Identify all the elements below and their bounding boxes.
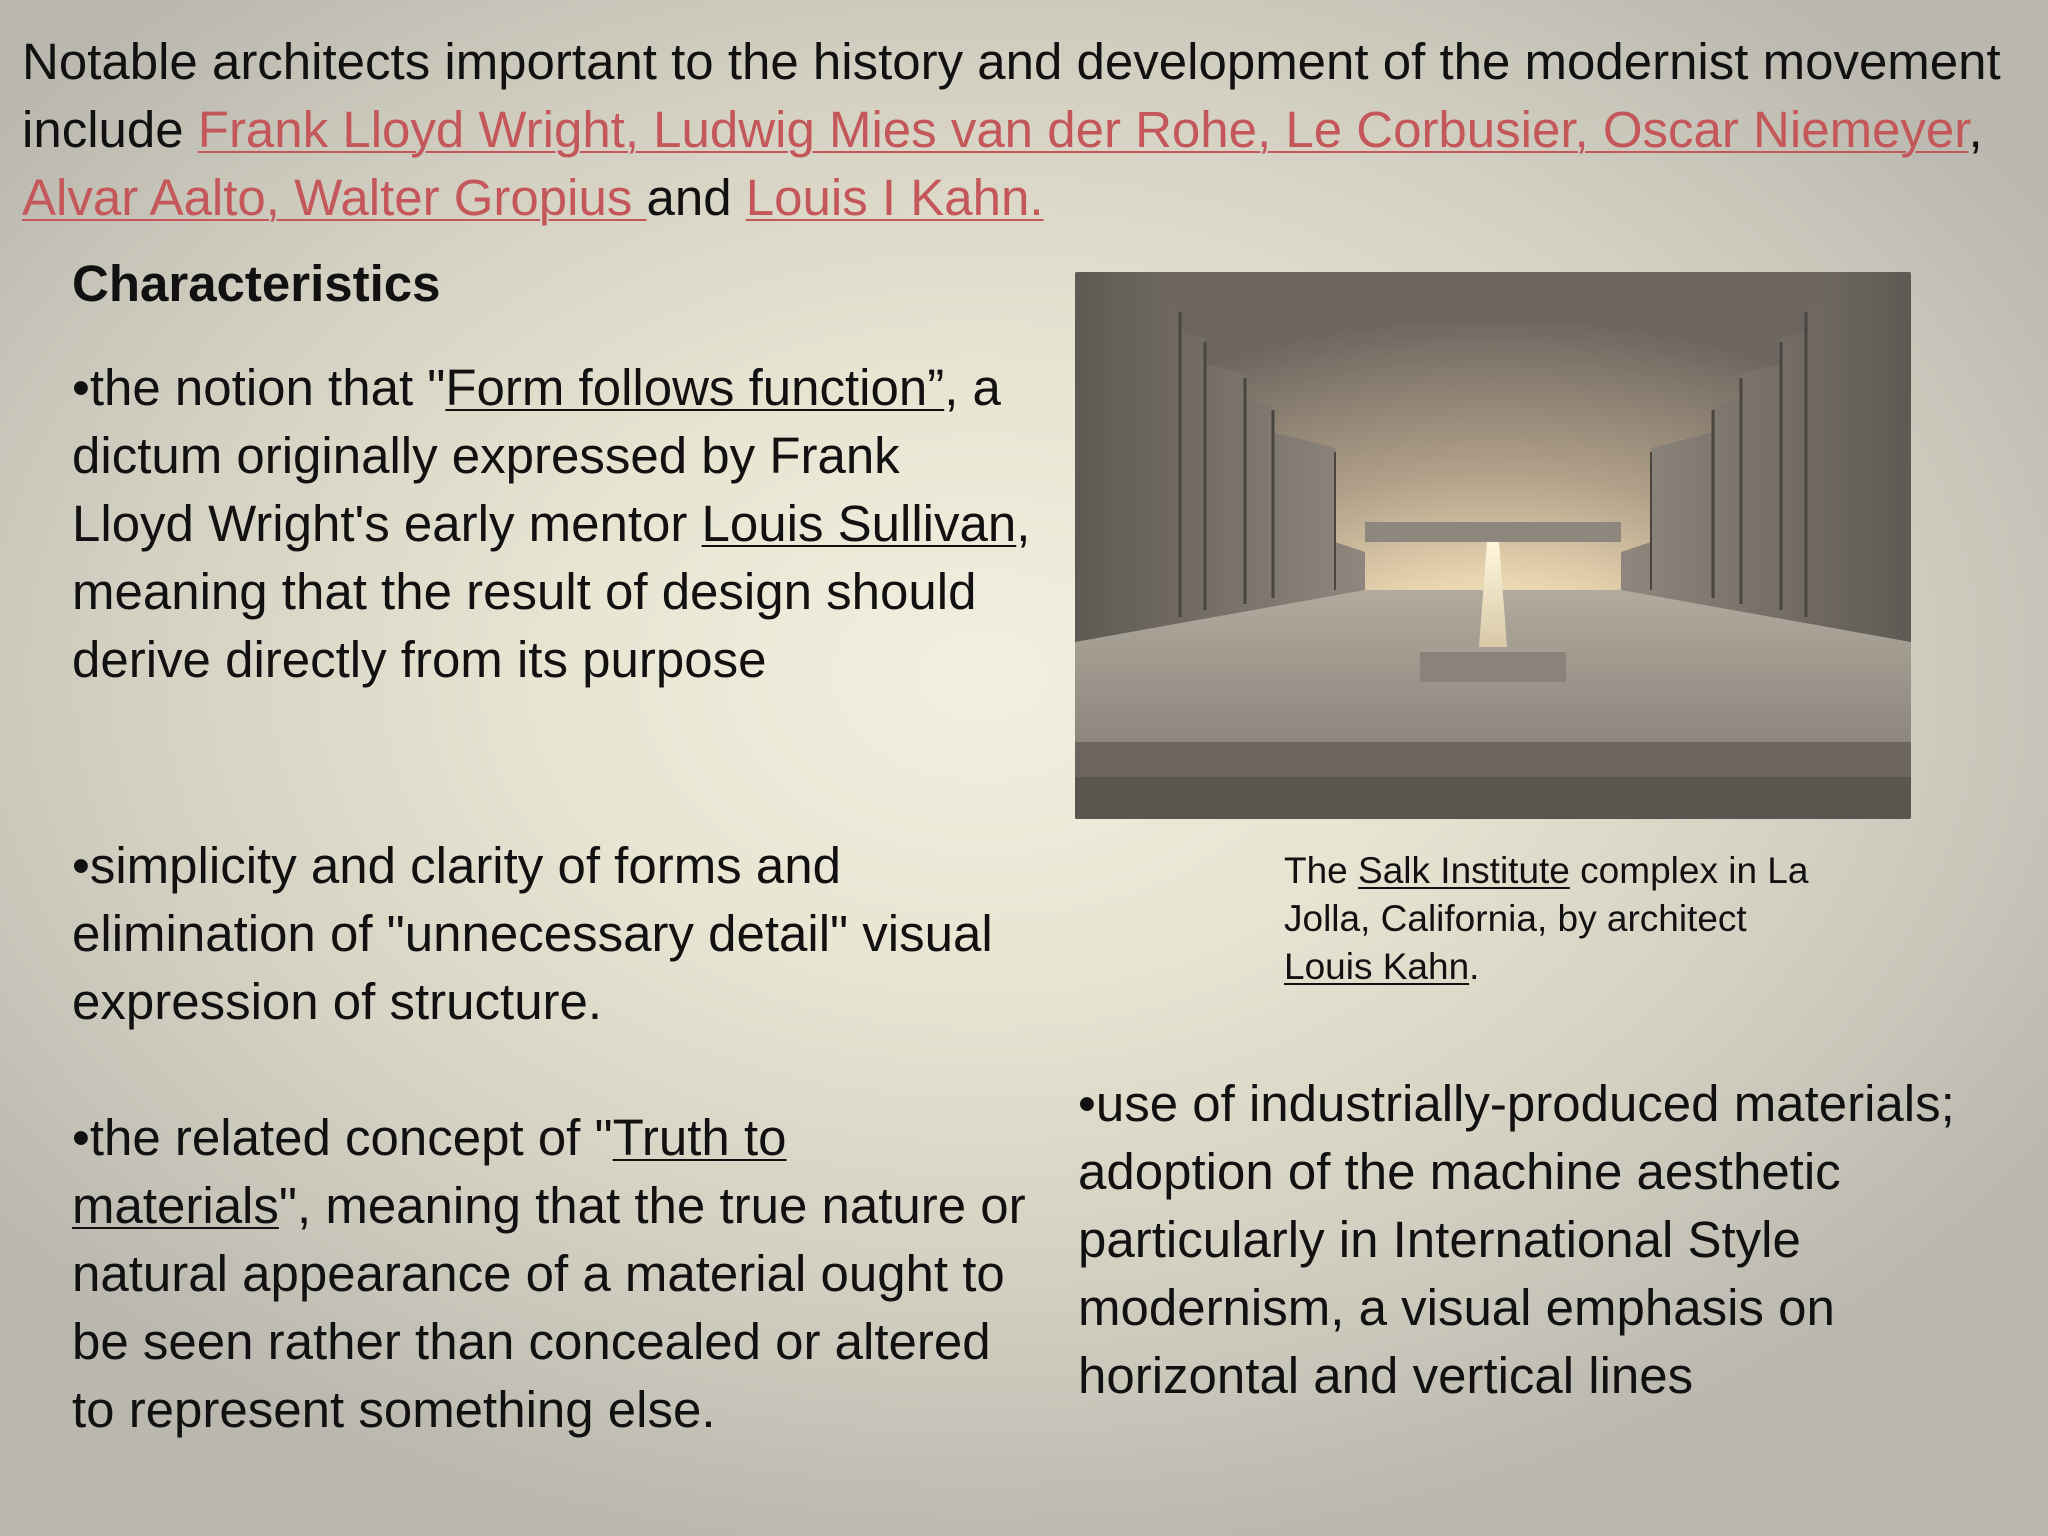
photo-caption (1284, 847, 1844, 991)
intro-text: Notable architects important to the history and development of the modernist movement include (22, 33, 2001, 158)
salk-institute-photo (1075, 272, 1911, 819)
intro-paragraph (22, 28, 2012, 232)
bullet-3-suffix: ", meaning that the true nature or natural appearance of a material ought to be seen rather than concealed or altered to represent something else. (72, 1177, 1026, 1438)
bullet-truth-to-materials (72, 1104, 1032, 1444)
bullet-simplicity: •simplicity and clarity of forms and elimination of "unnecessary detail" visual expression of structure. (72, 837, 993, 1030)
architect-link-kahn[interactable]: Louis I Kahn. (745, 169, 1044, 226)
bullet-3-prefix: •the related concept of " (72, 1109, 613, 1166)
intro-comma: , (1968, 101, 1983, 158)
truth-to-materials-link[interactable]: Truth to materials (72, 1109, 787, 1234)
form-follows-function-link[interactable]: Form follows function” (445, 359, 945, 416)
salk-institute-link[interactable]: Salk Institute (1358, 850, 1570, 891)
caption-prefix: The (1284, 850, 1359, 891)
bullet-1-middle: , a dictum originally expressed by Frank Lloyd Wright's early mentor (72, 359, 1001, 552)
bullet-industrial-materials: •use of industrially-produced materials; adoption of the machine aesthetic particularly in International Style modernism, a visual emphasis on horizontal and vertical lines (1078, 1075, 1955, 1404)
bullet-1-suffix: , meaning that the result of design should derive directly from its purpose (72, 495, 1031, 688)
caption-middle: complex in La Jolla, California, by architect (1284, 850, 1809, 939)
architect-links-1[interactable]: Frank Lloyd Wright, Ludwig Mies van der Rohe, Le Corbusier, Oscar Niemeyer (197, 101, 1969, 158)
bullet-form-follows-function (72, 354, 1032, 694)
intro-and: and (646, 169, 746, 226)
characteristics-heading: Characteristics (72, 255, 441, 312)
caption-suffix: . (1469, 946, 1480, 987)
louis-kahn-link[interactable]: Louis Kahn (1284, 946, 1470, 987)
louis-sullivan-link[interactable]: Louis Sullivan (701, 495, 1017, 552)
bullet-1-prefix: •the notion that " (72, 359, 446, 416)
architect-links-2[interactable]: Alvar Aalto, Walter Gropius (22, 169, 647, 226)
